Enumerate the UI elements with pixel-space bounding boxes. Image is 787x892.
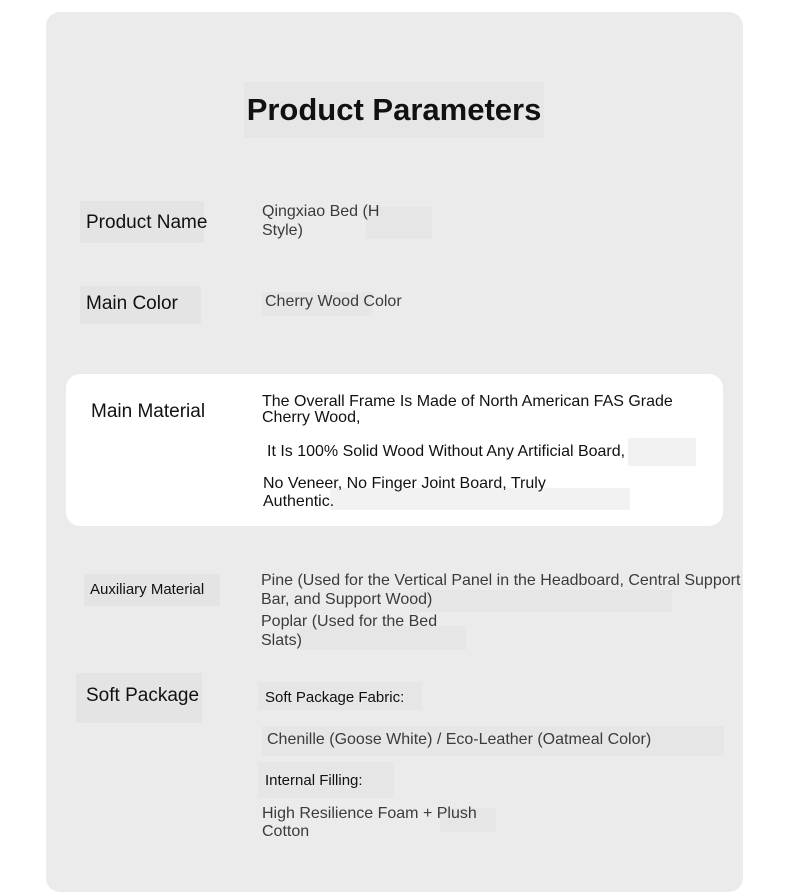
product-name-label: Product Name bbox=[80, 201, 204, 243]
auxiliary-material-line-2: Poplar (Used for the Bed Slats) bbox=[261, 613, 438, 649]
main-material-line-1: The Overall Frame Is Made of North American FAS Grade Cherry Wood, bbox=[262, 393, 673, 426]
soft-package-fabric-value: Chenille (Goose White) / Eco-Leather (Oatmeal Color) bbox=[267, 731, 652, 748]
soft-package-fabric-heading: Soft Package Fabric: bbox=[265, 689, 405, 706]
product-name-value: Qingxiao Bed (H Style) bbox=[262, 203, 380, 239]
main-color-label: Main Color bbox=[80, 286, 201, 324]
soft-package-filling-value: High Resilience Foam + Plush Cotton bbox=[262, 805, 477, 840]
main-material-line-3: No Veneer, No Finger Joint Board, Truly Authentic. bbox=[263, 475, 546, 510]
main-material-line-2: It Is 100% Solid Wood Without Any Artificial Board, bbox=[267, 443, 626, 460]
main-material-label: Main Material bbox=[85, 396, 215, 428]
soft-package-filling-heading: Internal Filling: bbox=[265, 772, 363, 789]
main-color-value: Cherry Wood Color bbox=[265, 293, 402, 310]
page-title: Product Parameters bbox=[244, 82, 544, 138]
auxiliary-material-line-1: Pine (Used for the Vertical Panel in the Headboard, Central Support Bar, and Support Wood) bbox=[261, 572, 741, 608]
auxiliary-material-label: Auxiliary Material bbox=[84, 574, 220, 606]
soft-package-label: Soft Package bbox=[76, 673, 202, 723]
